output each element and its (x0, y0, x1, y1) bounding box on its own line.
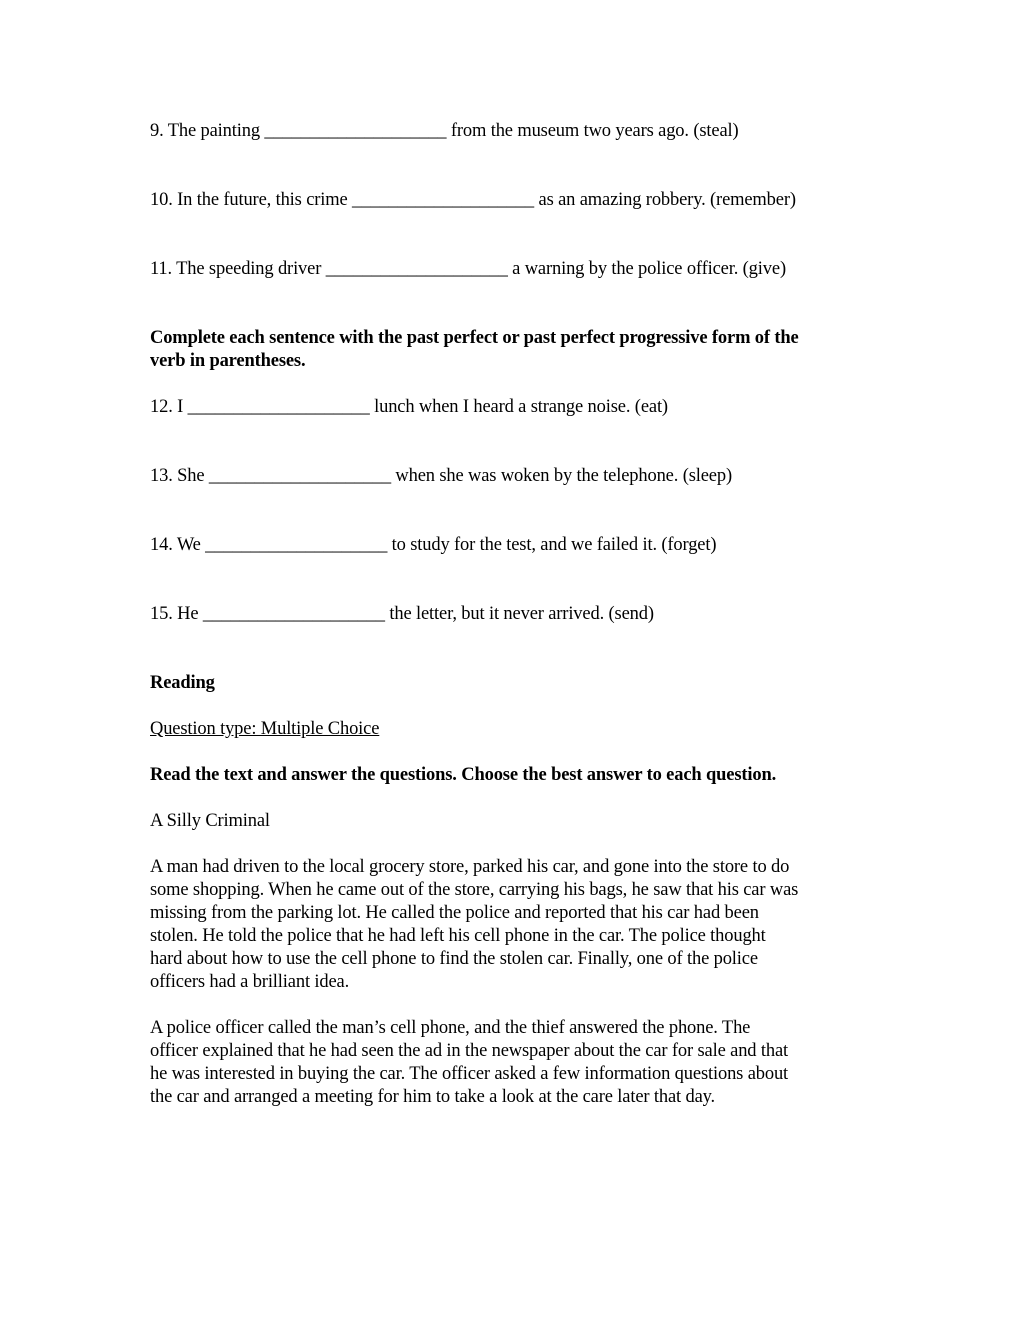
paragraph-line: he was interested in buying the car. The officer asked a few information questions about (150, 1064, 789, 1084)
instruction-line-2: verb in parentheses. (150, 351, 306, 371)
question-10: 10. In the future, this crime ____________________ as an amazing robbery. (remember) (150, 190, 796, 210)
question-type-label: Question type: Multiple Choice (150, 719, 380, 739)
reading-instruction: Read the text and answer the questions. Choose the best answer to each question. (150, 765, 777, 785)
question-11: 11. The speeding driver ____________________ a warning by the police officer. (give) (150, 259, 786, 279)
question-14: 14. We ____________________ to study for the test, and we failed it. (forget) (150, 535, 717, 555)
question-13: 13. She ____________________ when she was woken by the telephone. (sleep) (150, 466, 732, 486)
story-paragraph-2 (150, 1017, 880, 1109)
reading-heading: Reading (150, 673, 215, 693)
paragraph-line: officers had a brilliant idea. (150, 972, 350, 992)
story-paragraph-1 (150, 856, 880, 994)
paragraph-line: A man had driven to the local grocery store, parked his car, and gone into the store to do (150, 857, 790, 877)
question-12: 12. I ____________________ lunch when I heard a strange noise. (eat) (150, 397, 668, 417)
paragraph-line: stolen. He told the police that he had left his cell phone in the car. The police thought (150, 926, 766, 946)
instruction-line-1: Complete each sentence with the past perfect or past perfect progressive form of the (150, 328, 799, 348)
paragraph-line: the car and arranged a meeting for him to take a look at the care later that day. (150, 1087, 716, 1107)
paragraph-line: hard about how to use the cell phone to find the stolen car. Finally, one of the police (150, 949, 758, 969)
paragraph-line: A police officer called the man’s cell phone, and the thief answered the phone. The (150, 1018, 751, 1038)
question-15: 15. He ____________________ the letter, but it never arrived. (send) (150, 604, 654, 624)
paragraph-line: some shopping. When he came out of the store, carrying his bags, he saw that his car was (150, 880, 799, 900)
paragraph-line: officer explained that he had seen the ad in the newspaper about the car for sale and that (150, 1041, 789, 1061)
question-9: 9. The painting ____________________ from the museum two years ago. (steal) (150, 121, 739, 141)
story-title: A Silly Criminal (150, 811, 270, 831)
paragraph-line: missing from the parking lot. He called the police and reported that his car had been (150, 903, 759, 923)
